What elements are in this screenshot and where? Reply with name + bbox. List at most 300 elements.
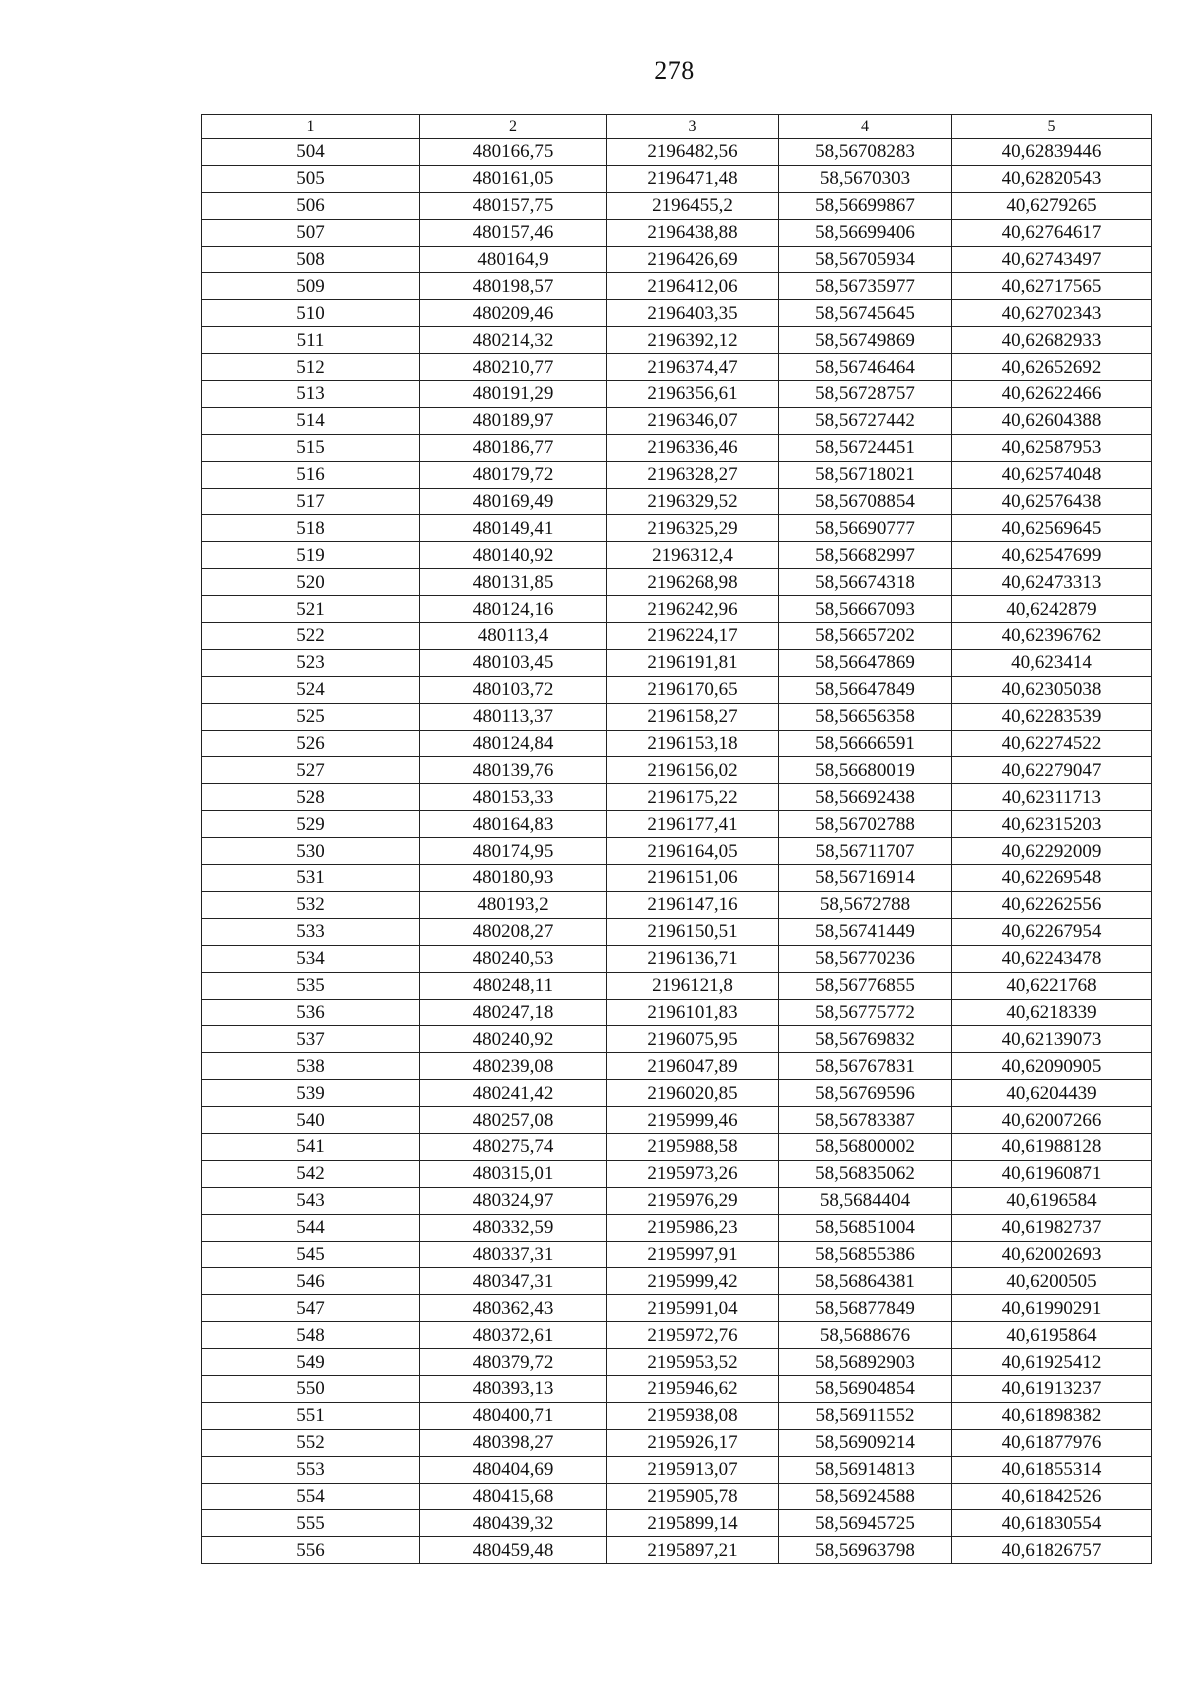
x-coordinate-cell: 480439,32 bbox=[420, 1510, 607, 1537]
table-row bbox=[202, 273, 1152, 300]
latitude-cell: 58,56746464 bbox=[779, 354, 952, 381]
longitude-cell: 40,61826757 bbox=[952, 1537, 1152, 1564]
x-coordinate-cell: 480191,29 bbox=[420, 381, 607, 408]
x-coordinate-cell: 480161,05 bbox=[420, 165, 607, 192]
table-row bbox=[202, 1510, 1152, 1537]
latitude-cell: 58,56692438 bbox=[779, 784, 952, 811]
point-number-cell: 538 bbox=[202, 1053, 420, 1080]
longitude-cell: 40,6195864 bbox=[952, 1322, 1152, 1349]
latitude-cell: 58,56690777 bbox=[779, 515, 952, 542]
longitude-cell: 40,62139073 bbox=[952, 1026, 1152, 1053]
table-row bbox=[202, 999, 1152, 1026]
latitude-cell: 58,56680019 bbox=[779, 757, 952, 784]
x-coordinate-cell: 480415,68 bbox=[420, 1483, 607, 1510]
x-coordinate-cell: 480153,33 bbox=[420, 784, 607, 811]
table-row bbox=[202, 891, 1152, 918]
latitude-cell: 58,56769596 bbox=[779, 1080, 952, 1107]
table-row bbox=[202, 1080, 1152, 1107]
latitude-cell: 58,56666591 bbox=[779, 730, 952, 757]
point-number-cell: 526 bbox=[202, 730, 420, 757]
longitude-cell: 40,62090905 bbox=[952, 1053, 1152, 1080]
table-row bbox=[202, 623, 1152, 650]
latitude-cell: 58,56657202 bbox=[779, 623, 952, 650]
table-row bbox=[202, 703, 1152, 730]
longitude-cell: 40,62764617 bbox=[952, 219, 1152, 246]
longitude-cell: 40,62269548 bbox=[952, 865, 1152, 892]
y-coordinate-cell: 2195986,23 bbox=[607, 1214, 779, 1241]
x-coordinate-cell: 480140,92 bbox=[420, 542, 607, 569]
x-coordinate-cell: 480275,74 bbox=[420, 1133, 607, 1160]
y-coordinate-cell: 2196471,48 bbox=[607, 165, 779, 192]
y-coordinate-cell: 2196047,89 bbox=[607, 1053, 779, 1080]
table-row bbox=[202, 1214, 1152, 1241]
longitude-cell: 40,61990291 bbox=[952, 1295, 1152, 1322]
longitude-cell: 40,62279047 bbox=[952, 757, 1152, 784]
x-coordinate-cell: 480179,72 bbox=[420, 461, 607, 488]
x-coordinate-cell: 480324,97 bbox=[420, 1187, 607, 1214]
table-row bbox=[202, 676, 1152, 703]
table-row bbox=[202, 1241, 1152, 1268]
point-number-cell: 544 bbox=[202, 1214, 420, 1241]
table-row bbox=[202, 192, 1152, 219]
table-row bbox=[202, 515, 1152, 542]
x-coordinate-cell: 480186,77 bbox=[420, 434, 607, 461]
latitude-cell: 58,56963798 bbox=[779, 1537, 952, 1564]
table-row bbox=[202, 354, 1152, 381]
table-row bbox=[202, 784, 1152, 811]
y-coordinate-cell: 2195999,46 bbox=[607, 1107, 779, 1134]
latitude-cell: 58,56877849 bbox=[779, 1295, 952, 1322]
point-number-cell: 525 bbox=[202, 703, 420, 730]
y-coordinate-cell: 2196170,65 bbox=[607, 676, 779, 703]
longitude-cell: 40,62283539 bbox=[952, 703, 1152, 730]
point-number-cell: 543 bbox=[202, 1187, 420, 1214]
longitude-cell: 40,62743497 bbox=[952, 246, 1152, 273]
table-row bbox=[202, 139, 1152, 166]
x-coordinate-cell: 480393,13 bbox=[420, 1375, 607, 1402]
latitude-cell: 58,56945725 bbox=[779, 1510, 952, 1537]
table-row bbox=[202, 165, 1152, 192]
x-coordinate-cell: 480400,71 bbox=[420, 1402, 607, 1429]
longitude-cell: 40,61960871 bbox=[952, 1160, 1152, 1187]
table-row bbox=[202, 1375, 1152, 1402]
longitude-cell: 40,61830554 bbox=[952, 1510, 1152, 1537]
point-number-cell: 556 bbox=[202, 1537, 420, 1564]
table-row bbox=[202, 246, 1152, 273]
y-coordinate-cell: 2195899,14 bbox=[607, 1510, 779, 1537]
point-number-cell: 510 bbox=[202, 300, 420, 327]
latitude-cell: 58,5672788 bbox=[779, 891, 952, 918]
longitude-cell: 40,62576438 bbox=[952, 488, 1152, 515]
latitude-cell: 58,56800002 bbox=[779, 1133, 952, 1160]
latitude-cell: 58,56749869 bbox=[779, 327, 952, 354]
point-number-cell: 506 bbox=[202, 192, 420, 219]
table-row bbox=[202, 1133, 1152, 1160]
longitude-cell: 40,61855314 bbox=[952, 1456, 1152, 1483]
latitude-cell: 58,56647849 bbox=[779, 676, 952, 703]
table-row bbox=[202, 811, 1152, 838]
table-row bbox=[202, 1295, 1152, 1322]
y-coordinate-cell: 2195973,26 bbox=[607, 1160, 779, 1187]
x-coordinate-cell: 480124,16 bbox=[420, 596, 607, 623]
x-coordinate-cell: 480103,72 bbox=[420, 676, 607, 703]
y-coordinate-cell: 2195953,52 bbox=[607, 1349, 779, 1376]
point-number-cell: 545 bbox=[202, 1241, 420, 1268]
x-coordinate-cell: 480332,59 bbox=[420, 1214, 607, 1241]
point-number-cell: 532 bbox=[202, 891, 420, 918]
x-coordinate-cell: 480169,49 bbox=[420, 488, 607, 515]
table-row bbox=[202, 1322, 1152, 1349]
y-coordinate-cell: 2196336,46 bbox=[607, 434, 779, 461]
longitude-cell: 40,61913237 bbox=[952, 1375, 1152, 1402]
y-coordinate-cell: 2196268,98 bbox=[607, 569, 779, 596]
longitude-cell: 40,6279265 bbox=[952, 192, 1152, 219]
table-row bbox=[202, 1483, 1152, 1510]
page-number: 278 bbox=[654, 56, 695, 85]
y-coordinate-cell: 2196164,05 bbox=[607, 838, 779, 865]
table-row bbox=[202, 327, 1152, 354]
y-coordinate-cell: 2196224,17 bbox=[607, 623, 779, 650]
point-number-cell: 514 bbox=[202, 407, 420, 434]
latitude-cell: 58,56855386 bbox=[779, 1241, 952, 1268]
latitude-cell: 58,5688676 bbox=[779, 1322, 952, 1349]
point-number-cell: 537 bbox=[202, 1026, 420, 1053]
y-coordinate-cell: 2196242,96 bbox=[607, 596, 779, 623]
table-row bbox=[202, 596, 1152, 623]
point-number-cell: 511 bbox=[202, 327, 420, 354]
longitude-cell: 40,62820543 bbox=[952, 165, 1152, 192]
point-number-cell: 516 bbox=[202, 461, 420, 488]
point-number-cell: 550 bbox=[202, 1375, 420, 1402]
point-number-cell: 522 bbox=[202, 623, 420, 650]
table-row bbox=[202, 1160, 1152, 1187]
table-row bbox=[202, 865, 1152, 892]
latitude-cell: 58,56727442 bbox=[779, 407, 952, 434]
table-row bbox=[202, 730, 1152, 757]
header-row bbox=[202, 115, 1152, 139]
point-number-cell: 504 bbox=[202, 139, 420, 166]
x-coordinate-cell: 480404,69 bbox=[420, 1456, 607, 1483]
y-coordinate-cell: 2196147,16 bbox=[607, 891, 779, 918]
table-row bbox=[202, 381, 1152, 408]
longitude-cell: 40,62315203 bbox=[952, 811, 1152, 838]
point-number-cell: 555 bbox=[202, 1510, 420, 1537]
point-number-cell: 549 bbox=[202, 1349, 420, 1376]
point-number-cell: 508 bbox=[202, 246, 420, 273]
latitude-cell: 58,56741449 bbox=[779, 918, 952, 945]
latitude-cell: 58,56892903 bbox=[779, 1349, 952, 1376]
y-coordinate-cell: 2196312,4 bbox=[607, 542, 779, 569]
latitude-cell: 58,56656358 bbox=[779, 703, 952, 730]
latitude-cell: 58,56711707 bbox=[779, 838, 952, 865]
y-coordinate-cell: 2196328,27 bbox=[607, 461, 779, 488]
point-number-cell: 539 bbox=[202, 1080, 420, 1107]
longitude-cell: 40,6218339 bbox=[952, 999, 1152, 1026]
table-row bbox=[202, 407, 1152, 434]
longitude-cell: 40,6242879 bbox=[952, 596, 1152, 623]
latitude-cell: 58,56674318 bbox=[779, 569, 952, 596]
y-coordinate-cell: 2196346,07 bbox=[607, 407, 779, 434]
table-row bbox=[202, 542, 1152, 569]
y-coordinate-cell: 2196153,18 bbox=[607, 730, 779, 757]
table-row bbox=[202, 945, 1152, 972]
latitude-cell: 58,56699867 bbox=[779, 192, 952, 219]
x-coordinate-cell: 480247,18 bbox=[420, 999, 607, 1026]
x-coordinate-cell: 480241,42 bbox=[420, 1080, 607, 1107]
latitude-cell: 58,56924588 bbox=[779, 1483, 952, 1510]
longitude-cell: 40,61925412 bbox=[952, 1349, 1152, 1376]
longitude-cell: 40,62547699 bbox=[952, 542, 1152, 569]
x-coordinate-cell: 480257,08 bbox=[420, 1107, 607, 1134]
x-coordinate-cell: 480174,95 bbox=[420, 838, 607, 865]
y-coordinate-cell: 2195946,62 bbox=[607, 1375, 779, 1402]
table-header bbox=[202, 115, 1152, 139]
x-coordinate-cell: 480157,75 bbox=[420, 192, 607, 219]
table-row bbox=[202, 219, 1152, 246]
x-coordinate-cell: 480248,11 bbox=[420, 972, 607, 999]
y-coordinate-cell: 2196177,41 bbox=[607, 811, 779, 838]
latitude-cell: 58,5684404 bbox=[779, 1187, 952, 1214]
latitude-cell: 58,56745645 bbox=[779, 300, 952, 327]
table-row bbox=[202, 1268, 1152, 1295]
y-coordinate-cell: 2195926,17 bbox=[607, 1429, 779, 1456]
point-number-cell: 546 bbox=[202, 1268, 420, 1295]
latitude-cell: 58,56682997 bbox=[779, 542, 952, 569]
x-coordinate-cell: 480180,93 bbox=[420, 865, 607, 892]
y-coordinate-cell: 2195972,76 bbox=[607, 1322, 779, 1349]
y-coordinate-cell: 2195999,42 bbox=[607, 1268, 779, 1295]
x-coordinate-cell: 480113,37 bbox=[420, 703, 607, 730]
column-header-4: 4 bbox=[779, 115, 952, 139]
longitude-cell: 40,62622466 bbox=[952, 381, 1152, 408]
longitude-cell: 40,62396762 bbox=[952, 623, 1152, 650]
point-number-cell: 512 bbox=[202, 354, 420, 381]
point-number-cell: 523 bbox=[202, 649, 420, 676]
x-coordinate-cell: 480209,46 bbox=[420, 300, 607, 327]
y-coordinate-cell: 2196403,35 bbox=[607, 300, 779, 327]
longitude-cell: 40,623414 bbox=[952, 649, 1152, 676]
latitude-cell: 58,56702788 bbox=[779, 811, 952, 838]
latitude-cell: 58,56718021 bbox=[779, 461, 952, 488]
latitude-cell: 58,56767831 bbox=[779, 1053, 952, 1080]
point-number-cell: 548 bbox=[202, 1322, 420, 1349]
x-coordinate-cell: 480198,57 bbox=[420, 273, 607, 300]
latitude-cell: 58,56775772 bbox=[779, 999, 952, 1026]
point-number-cell: 513 bbox=[202, 381, 420, 408]
point-number-cell: 552 bbox=[202, 1429, 420, 1456]
point-number-cell: 517 bbox=[202, 488, 420, 515]
longitude-cell: 40,6221768 bbox=[952, 972, 1152, 999]
x-coordinate-cell: 480103,45 bbox=[420, 649, 607, 676]
table-row bbox=[202, 649, 1152, 676]
point-number-cell: 530 bbox=[202, 838, 420, 865]
x-coordinate-cell: 480166,75 bbox=[420, 139, 607, 166]
x-coordinate-cell: 480164,83 bbox=[420, 811, 607, 838]
y-coordinate-cell: 2196136,71 bbox=[607, 945, 779, 972]
latitude-cell: 58,56728757 bbox=[779, 381, 952, 408]
point-number-cell: 518 bbox=[202, 515, 420, 542]
y-coordinate-cell: 2196101,83 bbox=[607, 999, 779, 1026]
point-number-cell: 531 bbox=[202, 865, 420, 892]
x-coordinate-cell: 480239,08 bbox=[420, 1053, 607, 1080]
table-row bbox=[202, 1456, 1152, 1483]
x-coordinate-cell: 480379,72 bbox=[420, 1349, 607, 1376]
x-coordinate-cell: 480315,01 bbox=[420, 1160, 607, 1187]
table-row bbox=[202, 1053, 1152, 1080]
latitude-cell: 58,56699406 bbox=[779, 219, 952, 246]
y-coordinate-cell: 2196426,69 bbox=[607, 246, 779, 273]
point-number-cell: 527 bbox=[202, 757, 420, 784]
table-row bbox=[202, 1107, 1152, 1134]
y-coordinate-cell: 2195938,08 bbox=[607, 1402, 779, 1429]
longitude-cell: 40,62717565 bbox=[952, 273, 1152, 300]
point-number-cell: 529 bbox=[202, 811, 420, 838]
latitude-cell: 58,56705934 bbox=[779, 246, 952, 273]
y-coordinate-cell: 2195897,21 bbox=[607, 1537, 779, 1564]
x-coordinate-cell: 480210,77 bbox=[420, 354, 607, 381]
x-coordinate-cell: 480124,84 bbox=[420, 730, 607, 757]
longitude-cell: 40,61877976 bbox=[952, 1429, 1152, 1456]
point-number-cell: 521 bbox=[202, 596, 420, 623]
x-coordinate-cell: 480398,27 bbox=[420, 1429, 607, 1456]
table-body bbox=[202, 139, 1152, 1564]
latitude-cell: 58,56667093 bbox=[779, 596, 952, 623]
y-coordinate-cell: 2196412,06 bbox=[607, 273, 779, 300]
longitude-cell: 40,62267954 bbox=[952, 918, 1152, 945]
y-coordinate-cell: 2196392,12 bbox=[607, 327, 779, 354]
x-coordinate-cell: 480157,46 bbox=[420, 219, 607, 246]
y-coordinate-cell: 2195905,78 bbox=[607, 1483, 779, 1510]
y-coordinate-cell: 2196329,52 bbox=[607, 488, 779, 515]
longitude-cell: 40,62569645 bbox=[952, 515, 1152, 542]
y-coordinate-cell: 2196175,22 bbox=[607, 784, 779, 811]
point-number-cell: 524 bbox=[202, 676, 420, 703]
y-coordinate-cell: 2196191,81 bbox=[607, 649, 779, 676]
longitude-cell: 40,62682933 bbox=[952, 327, 1152, 354]
longitude-cell: 40,61842526 bbox=[952, 1483, 1152, 1510]
longitude-cell: 40,62305038 bbox=[952, 676, 1152, 703]
column-header-5: 5 bbox=[952, 115, 1152, 139]
longitude-cell: 40,6196584 bbox=[952, 1187, 1152, 1214]
latitude-cell: 58,56716914 bbox=[779, 865, 952, 892]
longitude-cell: 40,62587953 bbox=[952, 434, 1152, 461]
y-coordinate-cell: 2196325,29 bbox=[607, 515, 779, 542]
longitude-cell: 40,62604388 bbox=[952, 407, 1152, 434]
table-row bbox=[202, 838, 1152, 865]
latitude-cell: 58,56914813 bbox=[779, 1456, 952, 1483]
y-coordinate-cell: 2196455,2 bbox=[607, 192, 779, 219]
latitude-cell: 58,56647869 bbox=[779, 649, 952, 676]
column-header-1: 1 bbox=[202, 115, 420, 139]
latitude-cell: 58,56904854 bbox=[779, 1375, 952, 1402]
y-coordinate-cell: 2196438,88 bbox=[607, 219, 779, 246]
point-number-cell: 528 bbox=[202, 784, 420, 811]
point-number-cell: 519 bbox=[202, 542, 420, 569]
point-number-cell: 505 bbox=[202, 165, 420, 192]
x-coordinate-cell: 480131,85 bbox=[420, 569, 607, 596]
longitude-cell: 40,62473313 bbox=[952, 569, 1152, 596]
coordinates-table bbox=[201, 114, 1152, 1564]
x-coordinate-cell: 480208,27 bbox=[420, 918, 607, 945]
table-row bbox=[202, 1349, 1152, 1376]
table-row bbox=[202, 1429, 1152, 1456]
y-coordinate-cell: 2196075,95 bbox=[607, 1026, 779, 1053]
longitude-cell: 40,62243478 bbox=[952, 945, 1152, 972]
y-coordinate-cell: 2196156,02 bbox=[607, 757, 779, 784]
point-number-cell: 534 bbox=[202, 945, 420, 972]
x-coordinate-cell: 480189,97 bbox=[420, 407, 607, 434]
x-coordinate-cell: 480347,31 bbox=[420, 1268, 607, 1295]
table-row bbox=[202, 1026, 1152, 1053]
latitude-cell: 58,56835062 bbox=[779, 1160, 952, 1187]
y-coordinate-cell: 2196151,06 bbox=[607, 865, 779, 892]
latitude-cell: 58,56724451 bbox=[779, 434, 952, 461]
point-number-cell: 509 bbox=[202, 273, 420, 300]
y-coordinate-cell: 2196374,47 bbox=[607, 354, 779, 381]
x-coordinate-cell: 480149,41 bbox=[420, 515, 607, 542]
point-number-cell: 553 bbox=[202, 1456, 420, 1483]
longitude-cell: 40,62262556 bbox=[952, 891, 1152, 918]
latitude-cell: 58,56864381 bbox=[779, 1268, 952, 1295]
table-row bbox=[202, 918, 1152, 945]
longitude-cell: 40,62274522 bbox=[952, 730, 1152, 757]
y-coordinate-cell: 2196356,61 bbox=[607, 381, 779, 408]
table-row bbox=[202, 488, 1152, 515]
y-coordinate-cell: 2195976,29 bbox=[607, 1187, 779, 1214]
y-coordinate-cell: 2196150,51 bbox=[607, 918, 779, 945]
point-number-cell: 533 bbox=[202, 918, 420, 945]
x-coordinate-cell: 480459,48 bbox=[420, 1537, 607, 1564]
latitude-cell: 58,5670303 bbox=[779, 165, 952, 192]
y-coordinate-cell: 2196020,85 bbox=[607, 1080, 779, 1107]
x-coordinate-cell: 480113,4 bbox=[420, 623, 607, 650]
x-coordinate-cell: 480164,9 bbox=[420, 246, 607, 273]
latitude-cell: 58,56911552 bbox=[779, 1402, 952, 1429]
column-header-2: 2 bbox=[420, 115, 607, 139]
table-row bbox=[202, 972, 1152, 999]
x-coordinate-cell: 480139,76 bbox=[420, 757, 607, 784]
longitude-cell: 40,61898382 bbox=[952, 1402, 1152, 1429]
point-number-cell: 520 bbox=[202, 569, 420, 596]
point-number-cell: 507 bbox=[202, 219, 420, 246]
table-row bbox=[202, 434, 1152, 461]
longitude-cell: 40,61982737 bbox=[952, 1214, 1152, 1241]
x-coordinate-cell: 480240,53 bbox=[420, 945, 607, 972]
longitude-cell: 40,62002693 bbox=[952, 1241, 1152, 1268]
x-coordinate-cell: 480193,2 bbox=[420, 891, 607, 918]
point-number-cell: 542 bbox=[202, 1160, 420, 1187]
table-row bbox=[202, 461, 1152, 488]
point-number-cell: 551 bbox=[202, 1402, 420, 1429]
latitude-cell: 58,56769832 bbox=[779, 1026, 952, 1053]
y-coordinate-cell: 2195988,58 bbox=[607, 1133, 779, 1160]
table-row bbox=[202, 757, 1152, 784]
latitude-cell: 58,56735977 bbox=[779, 273, 952, 300]
longitude-cell: 40,62311713 bbox=[952, 784, 1152, 811]
x-coordinate-cell: 480214,32 bbox=[420, 327, 607, 354]
y-coordinate-cell: 2195991,04 bbox=[607, 1295, 779, 1322]
table-row bbox=[202, 300, 1152, 327]
longitude-cell: 40,6200505 bbox=[952, 1268, 1152, 1295]
latitude-cell: 58,56851004 bbox=[779, 1214, 952, 1241]
longitude-cell: 40,62652692 bbox=[952, 354, 1152, 381]
table-row bbox=[202, 569, 1152, 596]
latitude-cell: 58,56708283 bbox=[779, 139, 952, 166]
longitude-cell: 40,62292009 bbox=[952, 838, 1152, 865]
y-coordinate-cell: 2196482,56 bbox=[607, 139, 779, 166]
latitude-cell: 58,56708854 bbox=[779, 488, 952, 515]
y-coordinate-cell: 2195913,07 bbox=[607, 1456, 779, 1483]
